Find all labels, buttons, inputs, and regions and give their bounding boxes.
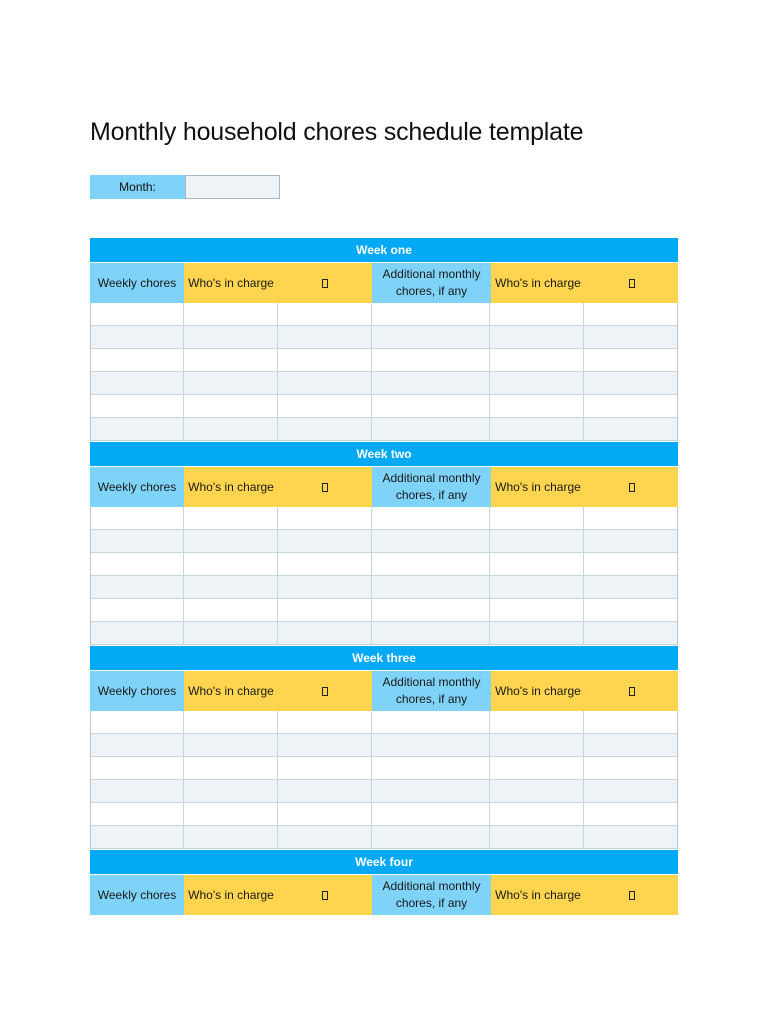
table-cell[interactable]: [490, 734, 584, 756]
table-cell[interactable]: [490, 826, 584, 848]
table-cell[interactable]: [490, 757, 584, 779]
table-cell[interactable]: [184, 711, 278, 733]
table-cell[interactable]: [184, 826, 278, 848]
table-cell[interactable]: [490, 349, 584, 371]
table-cell[interactable]: [184, 780, 278, 802]
table-row: [91, 418, 677, 441]
week-section: [90, 646, 678, 849]
table-cell[interactable]: [372, 780, 491, 802]
table-cell[interactable]: [278, 599, 372, 621]
col-whos-in-charge-2-label: Who's in charge: [495, 275, 581, 290]
col-additional-chores-label: Additional monthly chores, if any: [382, 879, 481, 910]
table-cell[interactable]: [372, 826, 491, 848]
table-row: [91, 372, 677, 395]
table-cell[interactable]: [184, 553, 278, 575]
col-whos-in-charge-label: Who's in charge: [188, 887, 274, 902]
chore-rows: [90, 711, 678, 849]
col-whos-in-charge-2: [491, 263, 585, 303]
table-cell[interactable]: [372, 734, 491, 756]
table-row: [91, 395, 677, 418]
table-cell[interactable]: [278, 530, 372, 552]
table-row: [91, 734, 677, 757]
table-cell[interactable]: [278, 349, 372, 371]
table-cell[interactable]: [91, 757, 184, 779]
table-cell[interactable]: [372, 395, 491, 417]
table-cell[interactable]: [91, 576, 184, 598]
table-cell[interactable]: [91, 734, 184, 756]
col-done-check-2: [585, 467, 678, 507]
week-header: Week two: [90, 442, 678, 467]
table-cell[interactable]: [184, 349, 278, 371]
table-cell[interactable]: [278, 507, 372, 529]
table-cell[interactable]: [584, 599, 677, 621]
col-whos-in-charge: [184, 671, 278, 711]
table-cell[interactable]: [584, 507, 677, 529]
table-row: [91, 622, 677, 645]
table-cell[interactable]: [584, 734, 677, 756]
col-additional-chores-label: Additional monthly chores, if any: [382, 267, 481, 298]
table-row: [91, 349, 677, 372]
table-cell[interactable]: [278, 734, 372, 756]
table-cell[interactable]: [584, 418, 677, 440]
table-row: [91, 711, 677, 734]
table-cell[interactable]: [91, 553, 184, 575]
col-done-check-2: [585, 671, 678, 711]
table-cell[interactable]: [91, 395, 184, 417]
table-cell[interactable]: [490, 507, 584, 529]
col-additional-chores: [372, 467, 491, 507]
checkbox-icon: [629, 687, 635, 696]
table-cell[interactable]: [584, 326, 677, 348]
table-cell[interactable]: [584, 711, 677, 733]
checkbox-icon: [322, 891, 328, 900]
table-cell[interactable]: [372, 622, 491, 644]
table-cell[interactable]: [372, 530, 491, 552]
col-whos-in-charge: [184, 875, 278, 915]
table-cell[interactable]: [584, 757, 677, 779]
col-weekly-chores: [90, 263, 184, 303]
table-cell[interactable]: [372, 803, 491, 825]
table-cell[interactable]: [278, 803, 372, 825]
table-row: [91, 826, 677, 849]
col-done-check: [278, 263, 372, 303]
table-row: [91, 599, 677, 622]
table-cell[interactable]: [490, 303, 584, 325]
week-section: [90, 850, 678, 915]
table-cell[interactable]: [278, 553, 372, 575]
chore-rows: [90, 303, 678, 441]
col-whos-in-charge-2: [491, 875, 585, 915]
table-cell[interactable]: [91, 349, 184, 371]
col-whos-in-charge-label: Who's in charge: [188, 275, 274, 290]
table-cell[interactable]: [372, 303, 491, 325]
table-cell[interactable]: [490, 622, 584, 644]
checkbox-icon: [629, 891, 635, 900]
table-cell[interactable]: [372, 576, 491, 598]
table-cell[interactable]: [372, 553, 491, 575]
table-cell[interactable]: [490, 530, 584, 552]
table-cell[interactable]: [278, 303, 372, 325]
table-cell[interactable]: [278, 576, 372, 598]
table-cell[interactable]: [278, 711, 372, 733]
col-done-check: [278, 671, 372, 711]
table-cell[interactable]: [584, 553, 677, 575]
col-whos-in-charge-2: [491, 671, 585, 711]
table-cell[interactable]: [278, 757, 372, 779]
table-cell[interactable]: [91, 803, 184, 825]
table-cell[interactable]: [184, 599, 278, 621]
col-additional-chores: [372, 875, 491, 915]
table-cell[interactable]: [184, 395, 278, 417]
col-whos-in-charge-2-label: Who's in charge: [495, 683, 581, 698]
table-cell[interactable]: [490, 395, 584, 417]
col-done-check: [278, 875, 372, 915]
table-cell[interactable]: [184, 418, 278, 440]
checkbox-icon: [322, 279, 328, 288]
table-cell[interactable]: [278, 372, 372, 394]
week-section: [90, 442, 678, 645]
table-cell[interactable]: [372, 757, 491, 779]
table-cell[interactable]: [91, 303, 184, 325]
table-row: [91, 780, 677, 803]
table-cell[interactable]: [372, 599, 491, 621]
table-cell[interactable]: [372, 507, 491, 529]
col-whos-in-charge-label: Who's in charge: [188, 479, 274, 494]
col-additional-chores-label: Additional monthly chores, if any: [382, 471, 481, 502]
table-cell[interactable]: [91, 711, 184, 733]
table-cell[interactable]: [490, 372, 584, 394]
column-header-row: [90, 875, 678, 915]
table-row: [91, 326, 677, 349]
table-cell[interactable]: [278, 395, 372, 417]
table-cell[interactable]: [584, 803, 677, 825]
month-input[interactable]: [185, 175, 280, 199]
week-section: [90, 238, 678, 441]
table-cell[interactable]: [372, 418, 491, 440]
table-cell[interactable]: [184, 757, 278, 779]
col-whos-in-charge-2: [491, 467, 585, 507]
table-row: [91, 507, 677, 530]
week-header: Week four: [90, 850, 678, 875]
col-done-check-2: [585, 263, 678, 303]
table-cell[interactable]: [490, 780, 584, 802]
table-cell[interactable]: [184, 622, 278, 644]
table-cell[interactable]: [372, 326, 491, 348]
table-cell[interactable]: [91, 530, 184, 552]
table-cell[interactable]: [91, 372, 184, 394]
table-cell[interactable]: [584, 303, 677, 325]
table-cell[interactable]: [278, 418, 372, 440]
col-whos-in-charge-2-label: Who's in charge: [495, 887, 581, 902]
checkbox-icon: [629, 279, 635, 288]
table-cell[interactable]: [278, 780, 372, 802]
table-cell[interactable]: [184, 372, 278, 394]
month-row: [90, 175, 280, 199]
table-row: [91, 576, 677, 599]
table-cell[interactable]: [184, 803, 278, 825]
table-cell[interactable]: [490, 576, 584, 598]
col-weekly-chores: [90, 467, 184, 507]
table-row: [91, 553, 677, 576]
week-header: Week three: [90, 646, 678, 671]
checkbox-icon: [629, 483, 635, 492]
table-cell[interactable]: [584, 372, 677, 394]
col-done-check-2: [585, 875, 678, 915]
table-cell[interactable]: [490, 711, 584, 733]
table-row: [91, 303, 677, 326]
table-cell[interactable]: [91, 780, 184, 802]
table-cell[interactable]: [91, 326, 184, 348]
table-cell[interactable]: [184, 734, 278, 756]
col-weekly-chores-label: Weekly chores: [97, 683, 177, 698]
column-header-row: [90, 467, 678, 507]
checkbox-icon: [322, 483, 328, 492]
table-cell[interactable]: [184, 507, 278, 529]
col-additional-chores: [372, 671, 491, 711]
table-cell[interactable]: [91, 418, 184, 440]
checkbox-icon: [322, 687, 328, 696]
table-cell[interactable]: [490, 326, 584, 348]
week-header: Week one: [90, 238, 678, 263]
col-whos-in-charge-label: Who's in charge: [188, 683, 274, 698]
col-whos-in-charge-2-label: Who's in charge: [495, 479, 581, 494]
table-cell[interactable]: [584, 349, 677, 371]
column-header-row: [90, 263, 678, 303]
table-cell[interactable]: [184, 326, 278, 348]
table-cell[interactable]: [278, 326, 372, 348]
col-whos-in-charge: [184, 263, 278, 303]
col-weekly-chores: [90, 875, 184, 915]
table-cell[interactable]: [584, 826, 677, 848]
table-cell[interactable]: [584, 780, 677, 802]
col-weekly-chores: [90, 671, 184, 711]
col-weekly-chores-label: Weekly chores: [97, 887, 177, 902]
table-cell[interactable]: [490, 553, 584, 575]
page-title: Monthly household chores schedule template: [90, 118, 584, 146]
table-cell[interactable]: [584, 395, 677, 417]
table-row: [91, 803, 677, 826]
table-cell[interactable]: [372, 711, 491, 733]
col-additional-chores: [372, 263, 491, 303]
table-cell[interactable]: [490, 803, 584, 825]
table-cell[interactable]: [372, 349, 491, 371]
table-cell[interactable]: [278, 826, 372, 848]
table-cell[interactable]: [91, 622, 184, 644]
table-cell[interactable]: [91, 599, 184, 621]
table-cell[interactable]: [372, 372, 491, 394]
table-row: [91, 757, 677, 780]
table-cell[interactable]: [91, 826, 184, 848]
col-weekly-chores-label: Weekly chores: [97, 479, 177, 494]
table-row: [91, 530, 677, 553]
table-cell[interactable]: [184, 303, 278, 325]
month-label: Month:: [90, 175, 185, 199]
table-cell[interactable]: [91, 507, 184, 529]
table-cell[interactable]: [490, 599, 584, 621]
table-cell[interactable]: [184, 576, 278, 598]
col-weekly-chores-label: Weekly chores: [97, 275, 177, 290]
col-done-check: [278, 467, 372, 507]
table-cell[interactable]: [584, 530, 677, 552]
table-cell[interactable]: [584, 576, 677, 598]
table-cell[interactable]: [278, 622, 372, 644]
column-header-row: [90, 671, 678, 711]
col-additional-chores-label: Additional monthly chores, if any: [382, 675, 481, 706]
col-whos-in-charge: [184, 467, 278, 507]
table-cell[interactable]: [184, 530, 278, 552]
chore-rows: [90, 507, 678, 645]
table-cell[interactable]: [490, 418, 584, 440]
table-cell[interactable]: [584, 622, 677, 644]
